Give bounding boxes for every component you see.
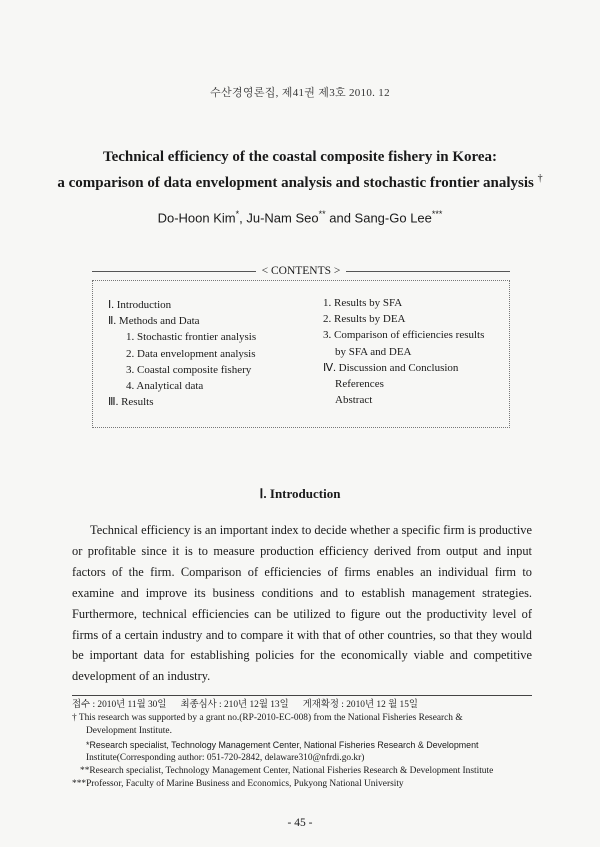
- toc-right-column: [323, 295, 484, 408]
- contents-label: < CONTENTS >: [256, 265, 347, 277]
- author-name: Ju-Nam Seo: [246, 210, 319, 226]
- author-list: [0, 209, 600, 225]
- contents-rule-left: [92, 271, 256, 272]
- toc-item[interactable]: References: [335, 378, 384, 391]
- submission-dates: 접수 : 2010년 11월 30일 최종심사 : 210년 12월 13일 게재확정 : 2010년 12 월 15일: [72, 700, 418, 710]
- toc-subitem-continued[interactable]: by SFA and DEA: [335, 345, 412, 358]
- toc-subitem[interactable]: 2. Results by DEA: [323, 313, 406, 326]
- grant-footnote-cont: Development Institute.: [86, 726, 172, 737]
- section-heading: Ⅰ. Introduction: [259, 486, 341, 501]
- author-mark: **: [318, 209, 326, 219]
- toc-item[interactable]: Ⅳ. Discussion and Conclusion: [323, 361, 459, 374]
- paper-title: [40, 146, 560, 194]
- contents-heading: [92, 265, 510, 277]
- author-name: Do-Hoon Kim: [157, 210, 236, 226]
- toc-subitem[interactable]: 3. Coastal composite fishery: [126, 363, 252, 376]
- body-paragraph-block: [72, 520, 532, 687]
- author3-footnote: ***Professor, Faculty of Marine Business and Economics, Pukyong National University: [72, 779, 404, 790]
- toc-subitem[interactable]: 3. Comparison of efficiencies results: [323, 329, 485, 342]
- title-line-1: Technical efficiency of the coastal composite fishery in Korea:: [102, 149, 498, 165]
- title-footnote-mark: †: [537, 173, 543, 184]
- author-mark: *: [235, 209, 240, 219]
- toc-left-column: [108, 297, 256, 410]
- title-line-2: a comparison of data envelopment analysis and stochastic frontier analysis: [57, 175, 534, 191]
- author-name: Sang-Go Lee: [354, 210, 432, 226]
- toc-subitem[interactable]: 4. Analytical data: [126, 380, 204, 393]
- grant-footnote: † This research was supported by a grant no.(RP-2010-EC-008) from the National Fisheries Research &: [72, 713, 463, 724]
- toc-item[interactable]: Ⅱ. Methods and Data: [108, 315, 200, 328]
- author-separator: ,: [239, 210, 247, 226]
- author2-footnote: **Research specialist, Technology Management Center, National Fisheries Research & Development Institute: [80, 766, 494, 777]
- page-number: - 45 -: [287, 817, 313, 829]
- author-mark: ***: [431, 209, 443, 219]
- footnotes: [72, 699, 542, 791]
- author1-footnote-cont: Institute(Corresponding author: 051-720-2842, delaware310@nfrdi.go.kr): [86, 752, 365, 763]
- author-separator: and: [325, 210, 355, 226]
- body-paragraph: Technical efficiency is an important index to decide whether a specific firm is productive or profitable since it is to measure production efficiency derived from output and input factors of the firm. Comparison of efficiencies of firms enables an individual firm to examine and improve its business conditions and to establish management strategies. Furthermore, technical efficiencies can be utilized to figure out the productivity level of firms of a certain industry and to compare it with that of other countries, so that they would be important data for establishing policies for the economically viable and competitive development of an industry.: [72, 523, 532, 684]
- toc-subitem[interactable]: 2. Data envelopment analysis: [126, 347, 256, 360]
- author1-footnote: *Research specialist, Technology Management Center, National Fisheries Research & Development: [86, 739, 479, 750]
- toc-item[interactable]: Ⅰ. Introduction: [108, 299, 172, 311]
- toc-item[interactable]: Abstract: [335, 394, 373, 407]
- toc-subitem[interactable]: 1. Results by SFA: [323, 297, 403, 309]
- footnote-divider: [72, 695, 532, 696]
- contents-rule-right: [346, 271, 510, 272]
- toc-item[interactable]: Ⅲ. Results: [108, 396, 154, 409]
- toc-subitem[interactable]: 1. Stochastic frontier analysis: [126, 331, 257, 344]
- journal-header: 수산경영론집, 제41권 제3호 2010. 12: [210, 87, 390, 99]
